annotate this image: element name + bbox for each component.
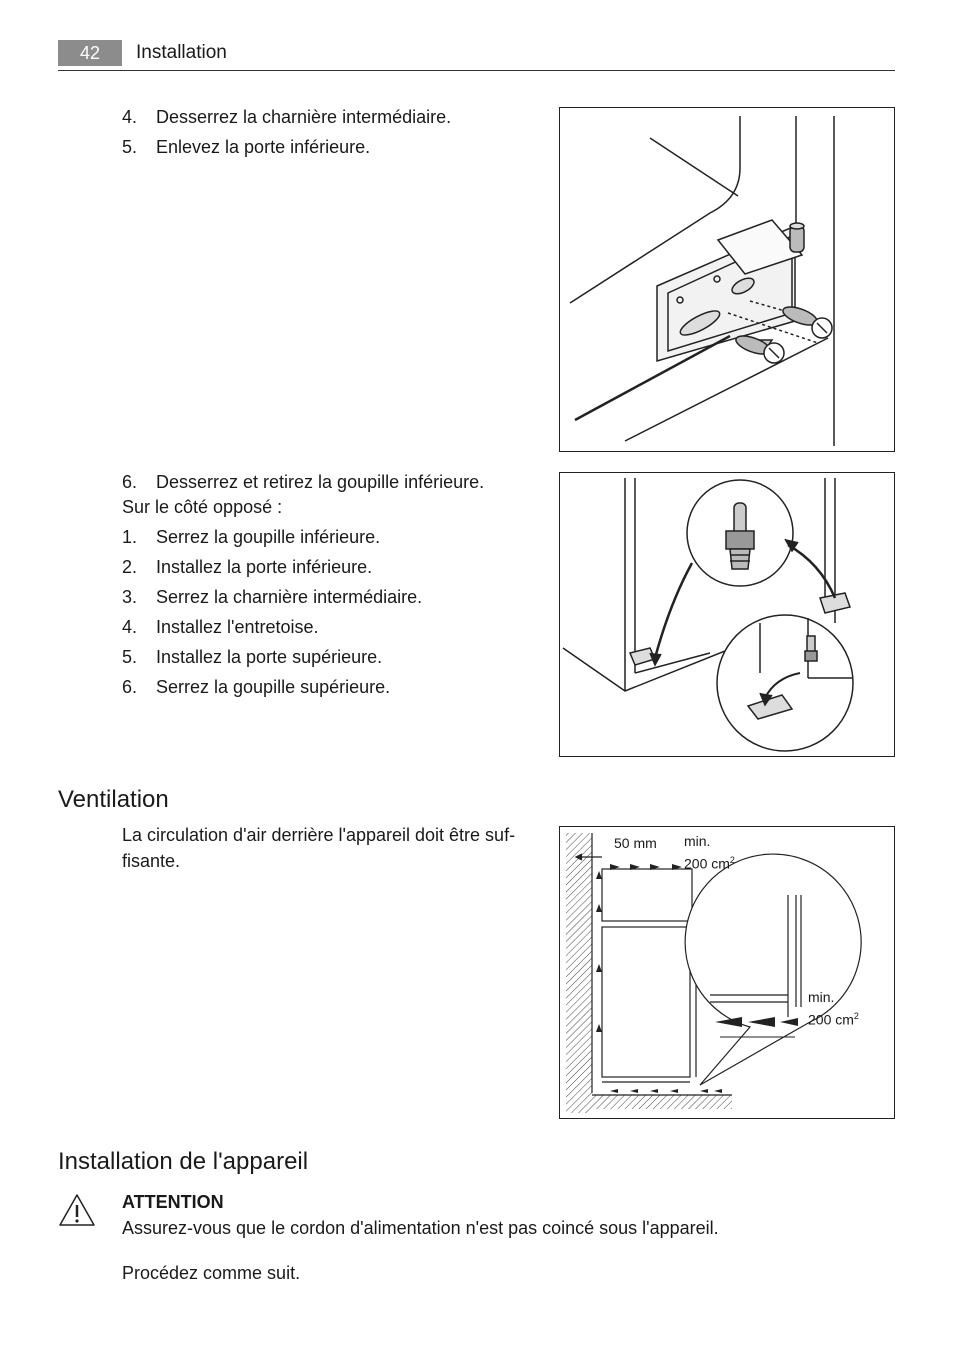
warning-text: Assurez-vous que le cordon d'alimentation n'est pas coincé sous l'appareil. <box>122 1218 719 1238</box>
ventilation-figure <box>559 826 895 1119</box>
ventilation-text-line: fisante. <box>122 851 181 871</box>
min-label-top: min. <box>684 833 711 849</box>
step-item: 6. Desserrez et retirez la goupille inférieure. <box>122 472 485 492</box>
pin-figure <box>559 472 895 757</box>
step-item: 3. Serrez la charnière intermédiaire. <box>122 587 423 607</box>
installation-heading: Installation de l'appareil <box>58 1148 309 1175</box>
page-number: 42 <box>58 40 122 66</box>
opposite-side-label: Sur le côté opposé : <box>122 497 283 517</box>
ventilation-text-line: La circulation d'air derrière l'appareil doit être suf- <box>122 825 516 845</box>
warning-title: ATTENTION <box>122 1192 224 1212</box>
step-item: 5. Enlevez la porte inférieure. <box>122 137 371 157</box>
hinge-illustration <box>560 108 894 451</box>
hinge-figure <box>559 107 895 452</box>
step-item: 5. Installez la porte supérieure. <box>122 647 383 667</box>
step-item: 1. Serrez la goupille inférieure. <box>122 527 381 547</box>
step-item: 4. Desserrez la charnière intermédiaire. <box>122 107 452 127</box>
header-rule <box>58 70 895 71</box>
step-item: 2. Installez la porte inférieure. <box>122 557 373 577</box>
area-label-zoom: 200 $cm^2$ <box>808 1011 859 1028</box>
warning-icon <box>58 1193 96 1227</box>
pin-illustration <box>560 473 894 756</box>
ventilation-heading: Ventilation <box>58 786 169 813</box>
min-label-zoom: min. <box>808 989 835 1005</box>
area-label-top: 200 $cm^2$ <box>684 855 735 872</box>
step-item: 4. Installez l'entretoise. <box>122 617 319 637</box>
section-title: Installation <box>136 42 227 63</box>
procedure-text: Procédez comme suit. <box>122 1263 301 1283</box>
step-item: 6. Serrez la goupille supérieure. <box>122 677 391 697</box>
gap-label: 50 mm <box>614 835 657 851</box>
